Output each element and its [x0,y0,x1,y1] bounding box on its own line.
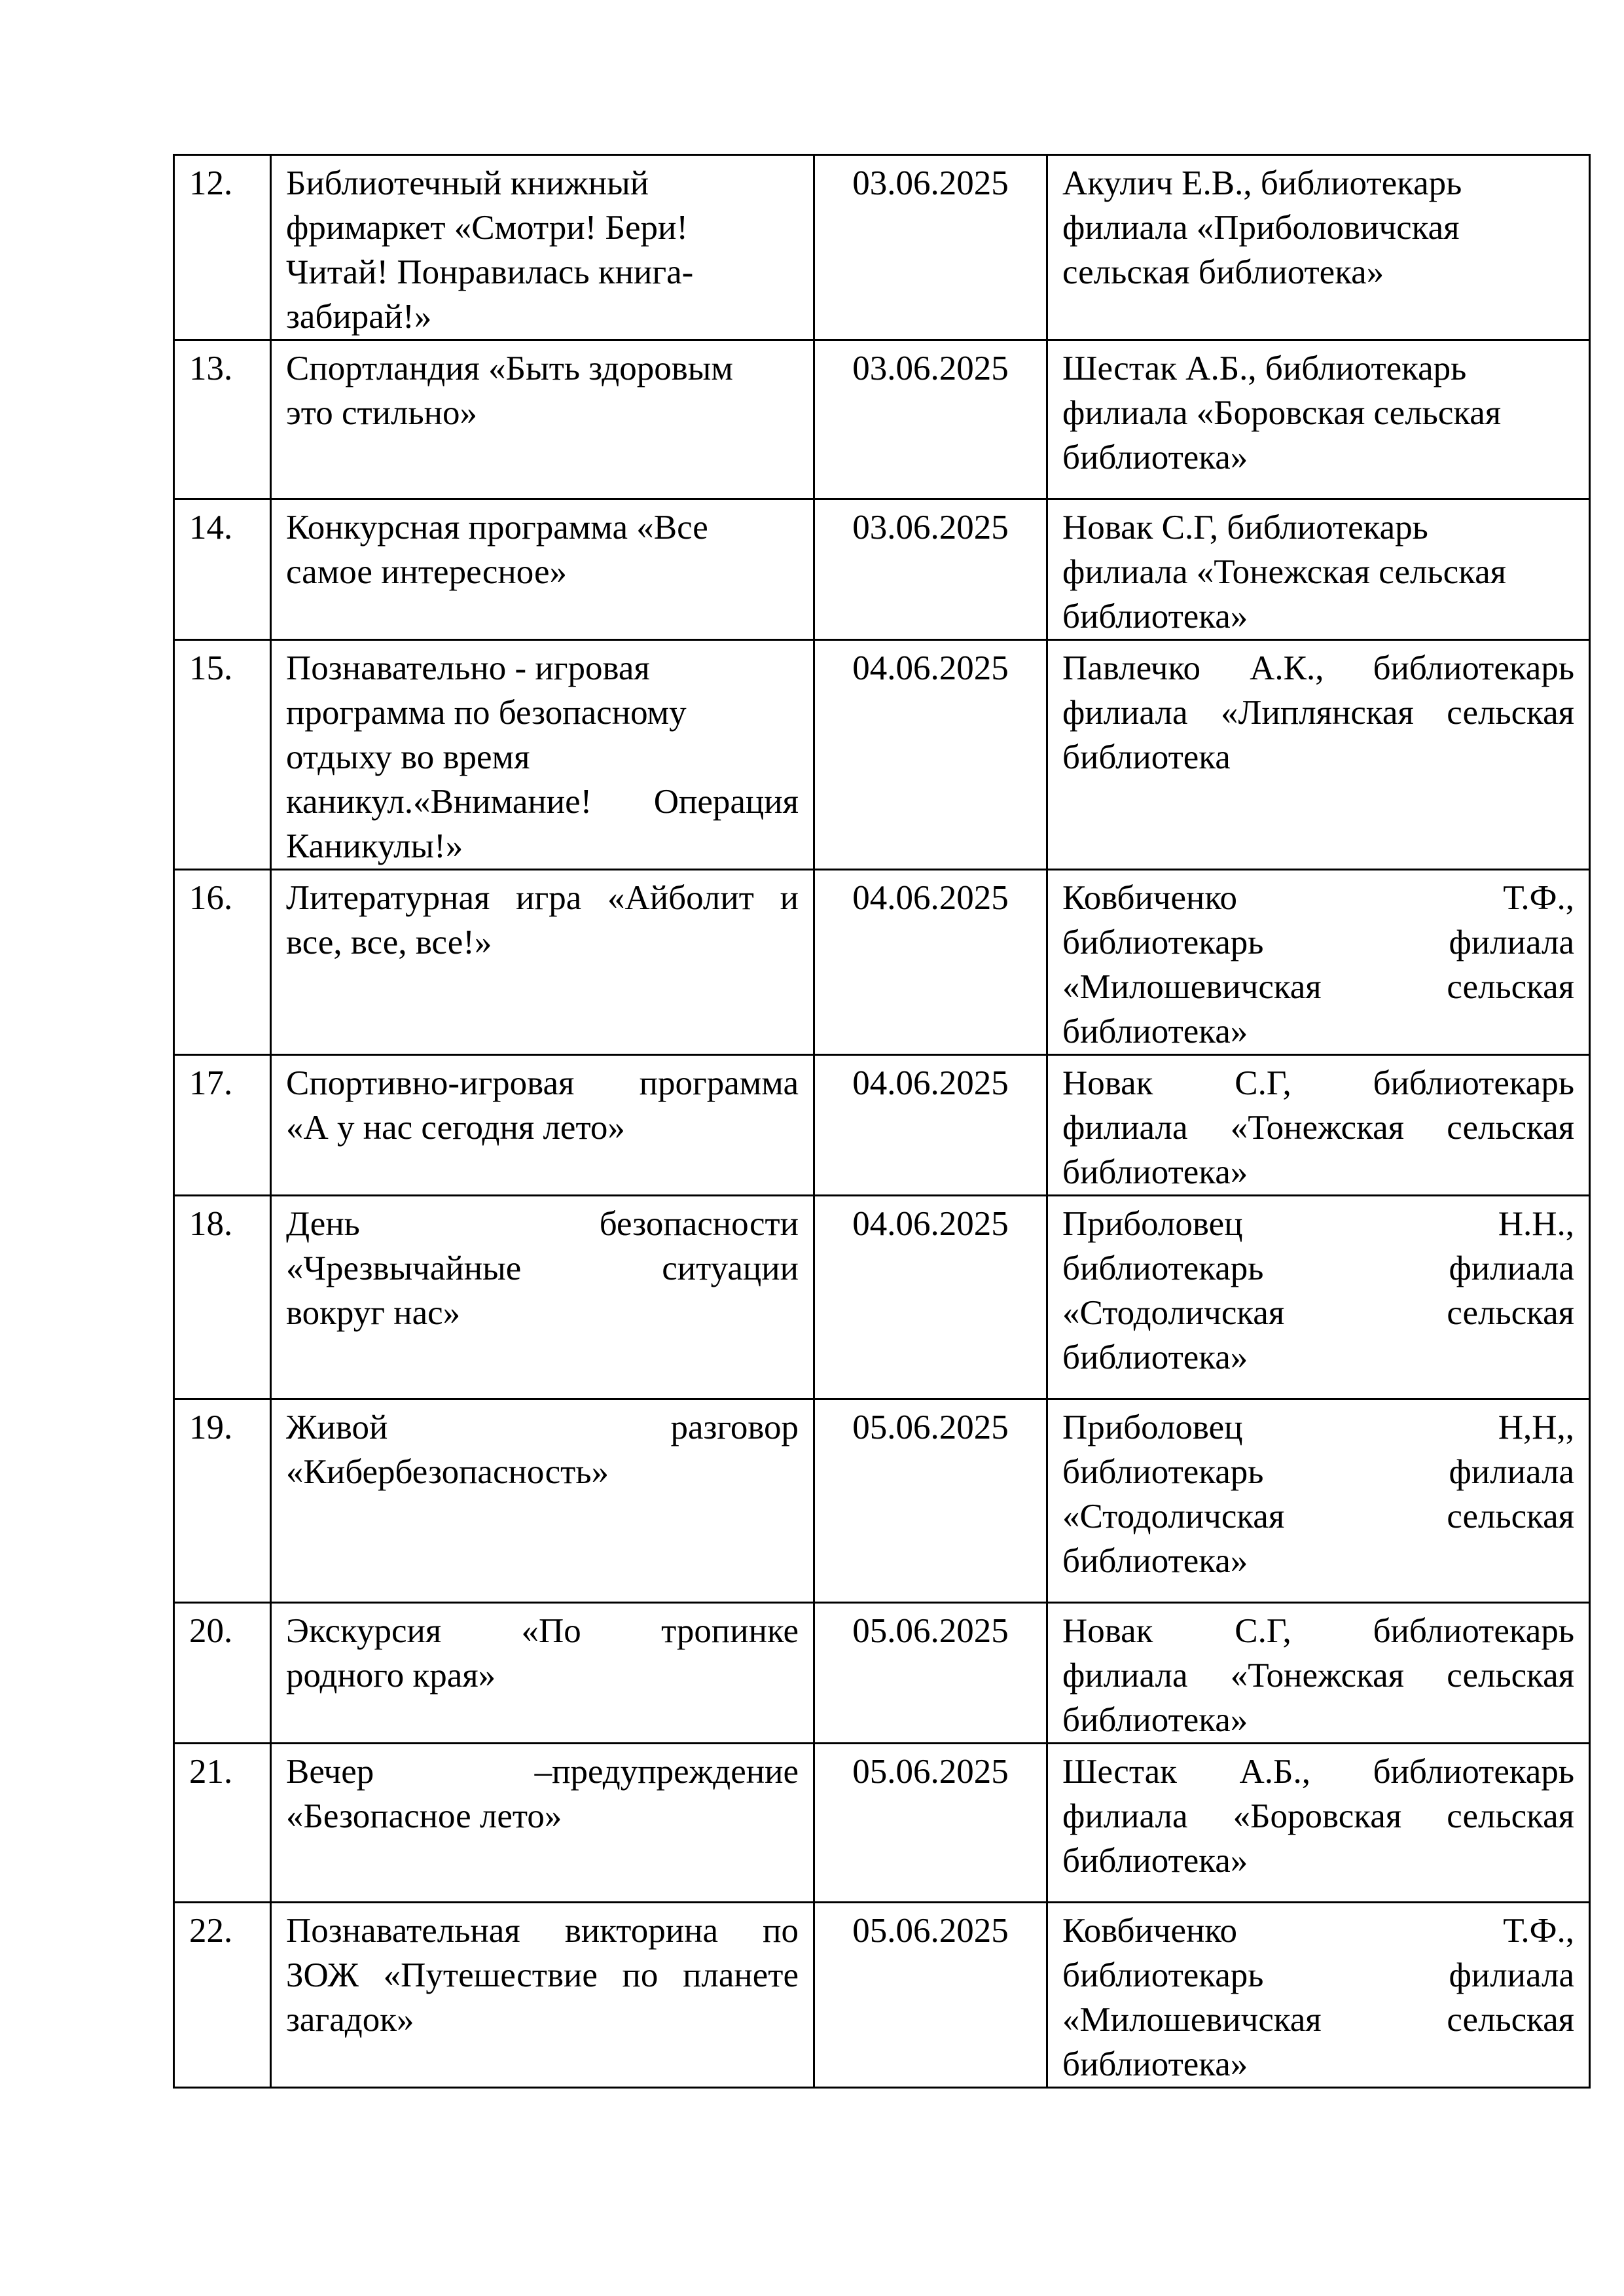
word: День [286,1205,360,1243]
responsible-line: филиала «Боровская сельская [1062,394,1502,432]
event-title-line [286,1061,799,1105]
word: С.Г, [1235,1064,1291,1102]
word: «Тонежская [1230,1109,1405,1147]
event-title-cell [271,1903,814,2088]
word: викторина [564,1912,718,1950]
event-title-cell [271,1603,814,1744]
event-title-line: «Кибербезопасность» [286,1453,609,1491]
event-title-line [286,1609,799,1653]
row-number: 22. [174,1903,271,2088]
word: сельская [1447,1657,1574,1695]
word: библиотекарь [1062,1956,1264,1994]
event-title-line: программа по безопасному [286,694,687,732]
event-title-line [286,1246,799,1291]
word: Спортивно-игровая [286,1064,575,1102]
responsible-line: Новак С.Г, библиотекарь [1062,509,1428,547]
row-number: 13. [174,340,271,499]
word: сельская [1447,1109,1574,1147]
responsible-cell [1047,155,1590,340]
word: Шестак [1062,1753,1177,1791]
word: филиала [1449,924,1574,961]
event-title-cell [271,1744,814,1903]
word: филиала [1449,1956,1574,1994]
events-table-body [174,155,1590,2088]
responsible-cell [1047,1603,1590,1744]
responsible-line [1062,1246,1574,1291]
event-title-line: загадок» [286,2001,414,2039]
word: С.Г, [1235,1612,1291,1650]
responsible-cell [1047,1196,1590,1399]
responsible-cell [1047,1744,1590,1903]
responsible-cell [1047,640,1590,870]
responsible-line: библиотека» [1062,439,1248,476]
event-date: 05.06.2025 [814,1603,1047,1744]
row-number: 19. [174,1399,271,1603]
event-title-line [286,1405,799,1450]
word: «Путешествие [383,1956,598,1994]
responsible-cell [1047,1055,1590,1196]
event-title-cell [271,1196,814,1399]
responsible-line: филиала «Тонежская сельская [1062,553,1506,591]
responsible-line [1062,965,1574,1009]
event-date: 03.06.2025 [814,499,1047,640]
responsible-line [1062,1105,1574,1150]
event-title-line [286,876,799,920]
event-title-line: Каникулы!» [286,827,463,865]
responsible-cell [1047,340,1590,499]
responsible-cell [1047,499,1590,640]
word: Н.Н., [1498,1205,1574,1243]
word: сельская [1447,694,1574,732]
word: А.К., [1250,649,1324,687]
word: Операция [653,783,799,821]
word: «По [521,1612,581,1650]
table-row [174,640,1590,870]
table-row [174,499,1590,640]
word: программа [639,1064,799,1102]
word: «Милошевичская [1062,968,1322,1006]
word: сельская [1447,968,1574,1006]
word: «Липлянская [1221,694,1414,732]
word: «Айболит [607,879,754,917]
events-table [173,154,1591,2089]
responsible-line [1062,920,1574,965]
word: по [763,1912,799,1950]
event-title-line [286,1202,799,1246]
word: каникул.«Внимание! [286,783,592,821]
row-number: 15. [174,640,271,870]
event-date: 05.06.2025 [814,1903,1047,2088]
word: «Чрезвычайные [286,1249,522,1287]
word: библиотекарь [1373,1064,1574,1102]
event-title-line: все, все, все!» [286,924,492,961]
word: разговор [670,1408,799,1446]
event-date: 05.06.2025 [814,1399,1047,1603]
responsible-line: библиотека» [1062,1153,1248,1191]
word: филиала [1062,1797,1188,1835]
row-number: 21. [174,1744,271,1903]
responsible-line: филиала «Приболовичская [1062,209,1460,247]
responsible-line [1062,691,1574,735]
word: Павлечко [1062,649,1200,687]
event-date: 05.06.2025 [814,1744,1047,1903]
event-title-line: Спортландия «Быть здоровым [286,350,733,387]
word: Новак [1062,1064,1153,1102]
responsible-line [1062,1405,1574,1450]
word: филиала [1062,1657,1188,1695]
word: библиотекарь [1373,1612,1574,1650]
table-row [174,1603,1590,1744]
responsible-cell [1047,870,1590,1055]
word: ЗОЖ [286,1956,359,1994]
event-title-cell [271,340,814,499]
responsible-line: библиотека» [1062,1013,1248,1050]
responsible-line: библиотека» [1062,1842,1248,1880]
event-title-line: вокруг нас» [286,1294,461,1332]
table-row [174,1903,1590,2088]
responsible-line [1062,1450,1574,1494]
event-title-cell [271,870,814,1055]
responsible-line: Шестак А.Б., библиотекарь [1062,350,1467,387]
table-row [174,1196,1590,1399]
word: «Стодоличская [1062,1294,1285,1332]
responsible-line [1062,1653,1574,1698]
event-title-line: это стильно» [286,394,477,432]
responsible-line [1062,876,1574,920]
responsible-line [1062,1609,1574,1653]
word: Ковбиченко [1062,879,1237,917]
responsible-cell [1047,1399,1590,1603]
responsible-line [1062,1794,1574,1839]
word: Экскурсия [286,1612,442,1650]
responsible-line [1062,1909,1574,1953]
event-title-line [286,1749,799,1794]
word: филиала [1062,1109,1188,1147]
word: Вечер [286,1753,374,1791]
responsible-line: библиотека» [1062,1338,1248,1376]
responsible-line: библиотека» [1062,1542,1248,1580]
word: библиотекарь [1062,1453,1264,1491]
table-row [174,870,1590,1055]
table-row [174,155,1590,340]
word: Ковбиченко [1062,1912,1237,1950]
row-number: 12. [174,155,271,340]
responsible-line: библиотека» [1062,1701,1248,1739]
event-title-line [286,1909,799,1953]
word: Приболовец [1062,1205,1243,1243]
word: филиала [1449,1249,1574,1287]
event-title-cell [271,1055,814,1196]
word: библиотекарь [1062,924,1264,961]
event-title-cell [271,1399,814,1603]
responsible-line: библиотека» [1062,598,1248,636]
word: библиотекарь [1373,649,1574,687]
row-number: 20. [174,1603,271,1744]
responsible-line [1062,1749,1574,1794]
event-date: 03.06.2025 [814,155,1047,340]
word: безопасности [599,1205,799,1243]
word: библиотекарь [1373,1753,1574,1791]
word: планете [683,1956,799,1994]
word: библиотекарь [1062,1249,1264,1287]
word: сельская [1447,1294,1574,1332]
event-title-line: «Безопасное лето» [286,1797,562,1835]
event-title-line: Читай! Понравилась книга- [286,253,694,291]
event-title-line: фримаркет «Смотри! Бери! [286,209,689,247]
responsible-line [1062,646,1574,691]
word: Новак [1062,1612,1153,1650]
word: ситуации [662,1249,799,1287]
word: тропинке [661,1612,799,1650]
responsible-line [1062,1953,1574,1998]
responsible-line [1062,1202,1574,1246]
word: Приболовец [1062,1408,1243,1446]
event-date: 04.06.2025 [814,1055,1047,1196]
word: филиала [1062,694,1188,732]
event-title-line: Конкурсная программа «Все [286,509,708,547]
event-title-line: забирай!» [286,298,432,336]
responsible-cell [1047,1903,1590,2088]
word: Т.Ф., [1503,879,1574,917]
word: игра [516,879,582,917]
event-title-line [286,1953,799,1998]
table-row [174,1055,1590,1196]
responsible-line: сельская библиотека» [1062,253,1384,291]
responsible-line [1062,1494,1574,1539]
event-date: 04.06.2025 [814,1196,1047,1399]
responsible-line [1062,1061,1574,1105]
table-row [174,1744,1590,1903]
responsible-line: библиотека [1062,738,1231,776]
word: Литературная [286,879,490,917]
event-title-cell [271,155,814,340]
word: сельская [1447,1797,1574,1835]
word: Живой [286,1408,388,1446]
event-title-line [286,780,799,824]
word: сельская [1447,2001,1574,2039]
table-row [174,340,1590,499]
row-number: 16. [174,870,271,1055]
word: Н,Н,, [1498,1408,1574,1446]
word: Познавательная [286,1912,520,1950]
event-title-line: Библиотечный книжный [286,164,649,202]
responsible-line: Акулич Е.В., библиотекарь [1062,164,1462,202]
row-number: 14. [174,499,271,640]
word: –предупреждение [534,1753,799,1791]
event-date: 04.06.2025 [814,640,1047,870]
word: сельская [1447,1498,1574,1535]
word: Т.Ф., [1503,1912,1574,1950]
word: «Боровская [1233,1797,1402,1835]
table-row [174,1399,1590,1603]
event-date: 03.06.2025 [814,340,1047,499]
event-title-cell [271,640,814,870]
event-date: 04.06.2025 [814,870,1047,1055]
event-title-line: Познавательно - игровая [286,649,650,687]
word: А.Б., [1239,1753,1310,1791]
event-title-cell [271,499,814,640]
word: по [622,1956,659,1994]
responsible-line: библиотека» [1062,2045,1248,2083]
row-number: 17. [174,1055,271,1196]
word: «Милошевичская [1062,2001,1322,2039]
word: и [780,879,799,917]
word: филиала [1449,1453,1574,1491]
responsible-line [1062,1291,1574,1335]
event-title-line: отдыху во время [286,738,530,776]
row-number: 18. [174,1196,271,1399]
event-title-line: самое интересное» [286,553,567,591]
responsible-line [1062,1998,1574,2042]
event-title-line: родного края» [286,1657,496,1695]
word: «Стодоличская [1062,1498,1285,1535]
word: «Тонежская [1230,1657,1405,1695]
event-title-line: «А у нас сегодня лето» [286,1109,625,1147]
